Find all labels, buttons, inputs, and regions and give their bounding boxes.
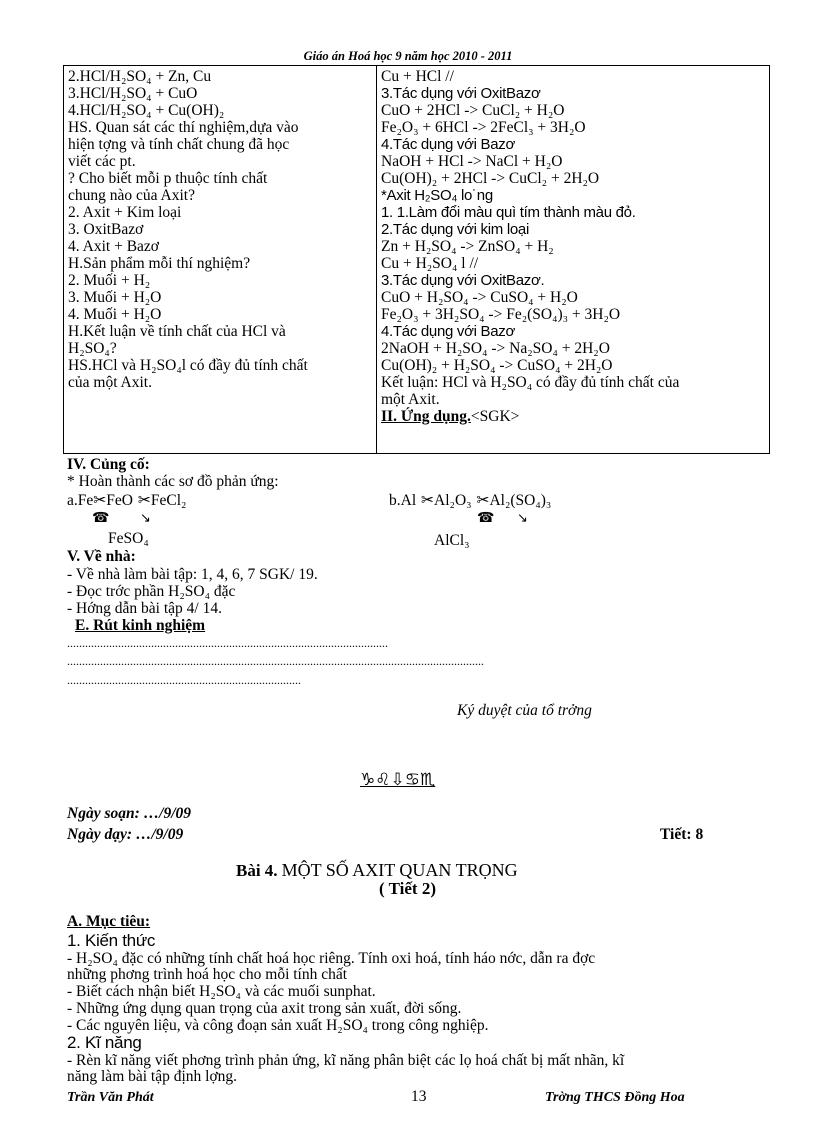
left-line: 2. Axit + Kim loại [68,204,182,221]
kt-line: những phơng trình hoá học cho mỗi tính chất [67,966,348,983]
muctieu-title: A. Mục tiêu: [67,913,151,930]
left-line: hiện tợng và tính chất chung đã học [68,136,290,153]
left-line: 3.HCl/H₂SO₄ + CuO [68,85,198,102]
left-line: 3. Muối + H₂O [68,289,162,306]
left-line: 3. OxitBazơ [68,221,144,238]
venha-item: - Đọc trớc phần H₂SO₄ đặc [67,583,236,600]
scheme-a-end: FeCl₂ [150,492,187,509]
right-line: NaOH + HCl -> NaCl + H₂O [381,153,563,170]
lesson-title-main: MỘT SỐ AXIT QUAN TRỌNG [281,860,518,880]
right-line: Cu(OH)₂ + H₂SO₄ -> CuSO₄ + 2H₂O [381,357,613,374]
left-line: HS.HCl và H₂SO₄l có đầy đủ tính chất [68,357,308,374]
left-line: ? Cho biết mỗi p thuộc tính chất [68,170,268,187]
kt-line: - Các nguyên liệu, và công đoạn sản xuất H₂SO₄ trong công nghiệp. [67,1017,489,1034]
left-line: 4.HCl/H₂SO₄ + Cu(OH)₂ [68,102,225,119]
scissors-icon: ✂ [132,491,151,509]
lesson-title-prefix: Bài 4. [236,861,278,880]
kienthuc-heading: 1. Kiến thức [67,931,156,950]
scheme-b-below: AlCl₃ [434,532,470,549]
left-line: HS. Quan sát các thí nghiệm,dựa vào [68,119,299,136]
left-line: 4. Muối + H₂O [68,306,162,323]
kinang-heading: 2. Kĩ năng [67,1033,142,1052]
ungdung-ref: <SGK> [470,408,520,425]
left-lines [68,68,372,391]
ngay-day: Ngày dạy: …/9/09 [67,826,184,843]
lesson-table [63,65,770,454]
dotted-line: ........................................................................................................................................... [67,654,484,668]
left-line: H₂SO₄? [68,340,117,357]
right-line: CuO + 2HCl -> CuCl₂ + H₂O [381,102,565,119]
right-line: 4.Tác dụng với Bazơ [381,136,516,153]
right-line: 2NaOH + H₂SO₄ -> Na₂SO₄ + 2H₂O [381,340,610,357]
rutkinh-title: E. Rút kinh nghiệm [75,617,206,634]
scheme-a [67,492,186,509]
scheme-b-end: Al₂(SO₄)₃ [489,492,552,509]
lesson-title [236,860,518,881]
tiet-number: Tiết: 8 [660,826,704,843]
lesson-subtitle: ( Tiết 2) [379,879,436,898]
left-line: viết các pt. [68,153,136,170]
zodiac-divider: ♑♌⇩♋♏ [360,770,436,790]
venha-item: - Về nhà làm bài tập: 1, 4, 6, 7 SGK/ 19. [67,566,318,583]
right-line: Fe₂O₃ + 3H₂SO₄ -> Fe₂(SO₄)₃ + 3H₂O [381,306,621,323]
telephone-icon: ☎ [92,510,110,526]
page-number: 13 [411,1088,427,1105]
content-column [377,66,770,454]
right-line: 2.Tác dụng với kim loại [381,221,530,238]
left-line: H.Kết luận về tính chất của HCl và [68,323,286,340]
dotted-line: ........................................................................................................... [67,636,388,650]
right-line: Fe₂O₃ + 6HCl -> 2FeCl₃ + 3H₂O [381,119,586,136]
venha-item: - Hớng dẫn bài tập 4/ 14. [67,600,222,617]
right-line: CuO + H₂SO₄ -> CuSO₄ + H₂O [381,289,578,306]
right-line: Cu(OH)₂ + 2HCl -> CuCl₂ + 2H₂O [381,170,600,187]
left-line: H.Sản phẩm mỗi thí nghiệm? [68,255,251,272]
left-line: 2. Muối + H₂ [68,272,151,289]
right-line: Cu + H₂SO₄ l // [381,255,479,272]
kt-line: - H₂SO₄ đặc có những tính chất hoá học riêng. Tính oxi hoá, tính háo nớc, dẫn ra đợc [67,950,596,967]
right-line: Zn + H₂SO₄ -> ZnSO₄ + H₂ [381,238,554,255]
telephone-icon: ☎ [477,510,495,526]
right-line: 4.Tác dụng với Bazơ [381,323,516,340]
right-line: Cu + HCl // [381,68,454,85]
right-lines [381,68,765,408]
scheme-a-below: FeSO₄ [108,530,149,547]
scissors-icon: ✂ [471,491,490,509]
scissors-icon: ✂ [93,491,107,509]
right-line: 1. 1.Làm đổi màu quì tím thành màu đỏ. [381,204,636,221]
ungdung-label: II. Ứng dụng. [381,408,471,425]
scheme-b [389,492,551,509]
kn-line: - Rèn kĩ năng viết phơng trình phản ứng, kĩ năng phân biệt các lọ hoá chất bị mất nhãn, kĩ [67,1052,625,1069]
signature-label: Ký duyệt của tổ trởng [457,702,592,719]
right-line: 3.Tác dụng với OxitBazơ [381,85,541,102]
left-line: của một Axit. [68,374,152,391]
teacher-student-column [64,66,377,454]
kn-line: năng làm bài tập định lợng. [67,1068,238,1085]
kt-line: - Những ứng dụng quan trọng của axit trong sản xuất, đời sống. [67,1000,462,1017]
scheme-a-start: a.Fe [67,492,94,509]
ungdung-line [381,408,765,425]
arrow-down-icon: ↘ [140,511,151,526]
arrow-down-icon: ↘ [517,511,528,526]
cungco-instruction: * Hoàn thành các sơ đồ phản ứng: [67,473,279,490]
left-line: 2.HCl/H₂SO₄ + Zn, Cu [68,68,212,85]
left-line: chung nào của Axit? [68,187,195,204]
venha-title: V. Về nhà: [67,548,136,565]
ngay-soan: Ngày soạn: …/9/09 [67,805,191,822]
scheme-b-mid: Al₂O₃ [434,492,472,509]
right-line: một Axit. [381,391,440,408]
page-header: Giáo án Hoá học 9 năm học 2010 - 2011 [303,49,513,63]
right-line: 3.Tác dụng với OxitBazơ. [381,272,545,289]
scheme-b-start: b.Al [389,492,417,509]
right-line: Kết luận: HCl và H₂SO₄ có đầy đủ tính chất của [381,374,680,391]
scheme-a-mid: FeO [106,492,133,509]
right-line: *Axit H₂SO₄ lo˙ng [381,187,493,204]
kt-line: - Biết cách nhận biết H₂SO₄ và các muối sunphat. [67,983,376,1000]
scissors-icon: ✂ [416,491,435,509]
left-line: 4. Axit + Bazơ [68,238,159,255]
cungco-title: IV. Củng cố: [67,456,150,473]
footer-author: Trần Văn Phát [67,1090,154,1105]
dotted-line: .............................................................................. [67,673,301,687]
footer-school: Trờng THCS Đồng Hoa [545,1090,685,1105]
